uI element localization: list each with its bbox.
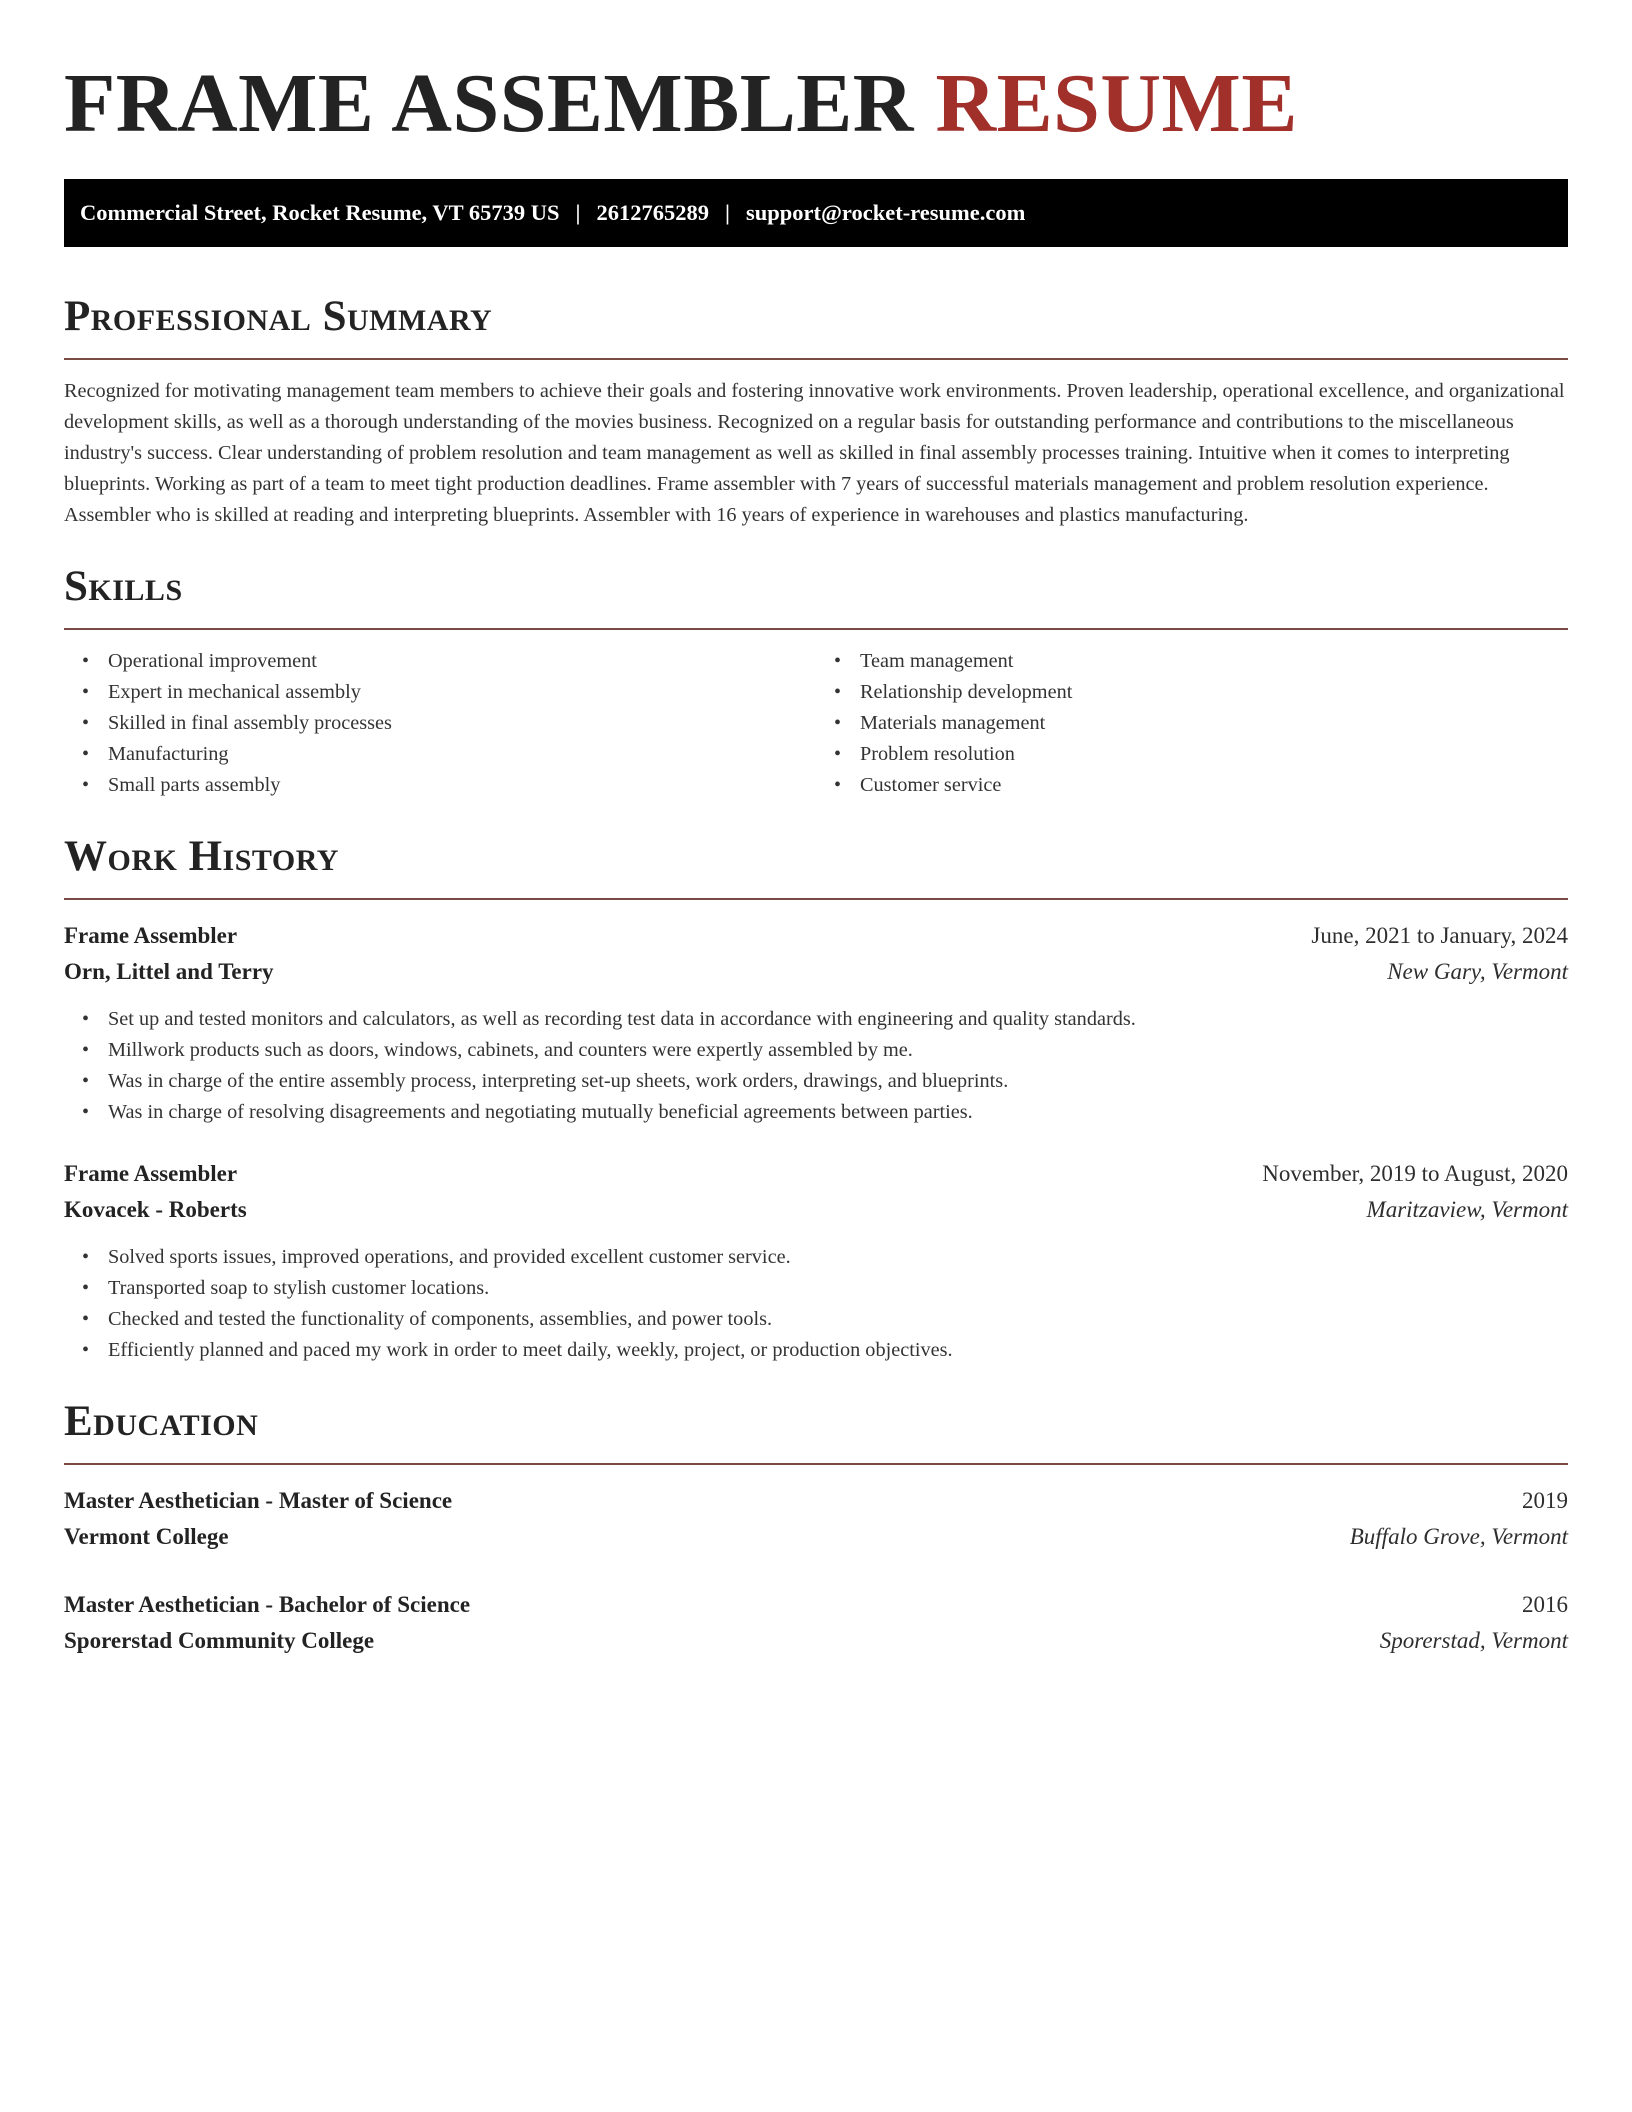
resume-title <box>64 0 1568 152</box>
education-degree-row <box>64 1587 1568 1623</box>
contact-email[interactable]: support@rocket-resume.com <box>745 200 1026 225</box>
education-school: Sporerstad Community College <box>64 1628 375 1653</box>
job-header-row <box>64 1156 1568 1192</box>
education-year: 2019 <box>1522 1488 1568 1513</box>
education-degree: Master Aesthetician - Bachelor of Science <box>64 1592 471 1617</box>
skill-item: • Small parts assembly <box>108 770 816 801</box>
job-company-row <box>64 954 1568 990</box>
job-duties <box>64 1004 1568 1128</box>
contact-address: Commercial Street, Rocket Resume, VT 65739 US <box>80 200 560 225</box>
work-section <box>64 829 1568 1366</box>
skill-item: • Customer service <box>860 770 1568 801</box>
education-entry <box>64 1483 1568 1555</box>
education-section <box>64 1394 1568 1659</box>
skills-grid <box>64 646 1568 801</box>
job-duty-item: • Was in charge of the entire assembly process, interpreting set-up sheets, work orders, drawings, and blueprints. <box>108 1066 1568 1097</box>
skills-section <box>64 559 1568 801</box>
education-school: Vermont College <box>64 1524 229 1549</box>
job-company: Kovacek - Roberts <box>64 1197 247 1222</box>
education-year: 2016 <box>1522 1592 1568 1617</box>
work-heading: Work History <box>64 833 339 880</box>
skill-item: • Team management <box>860 646 1568 677</box>
job-duty-item: • Set up and tested monitors and calculators, as well as recording test data in accordance with engineering and quality standards. <box>108 1004 1568 1035</box>
job-entry <box>64 918 1568 1128</box>
education-heading: Education <box>64 1398 259 1445</box>
skill-item: • Expert in mechanical assembly <box>108 677 816 708</box>
section-divider <box>64 358 1568 360</box>
job-company-row <box>64 1192 1568 1228</box>
contact-bar <box>64 179 1568 247</box>
section-divider <box>64 628 1568 630</box>
contact-phone: 2612765289 <box>596 200 709 225</box>
skill-item: • Relationship development <box>860 677 1568 708</box>
job-location: New Gary, Vermont <box>1387 959 1568 984</box>
job-duty-item: • Was in charge of resolving disagreements and negotiating mutually beneficial agreements between parties. <box>108 1097 1568 1128</box>
job-location: Maritzaview, Vermont <box>1366 1197 1568 1222</box>
title-main: FRAME ASSEMBLER <box>64 57 914 150</box>
section-divider <box>64 898 1568 900</box>
job-duties <box>64 1242 1568 1366</box>
summary-text: Recognized for motivating management team members to achieve their goals and fostering innovative work environments. Proven leadership, operational excellence, and organizational development skills, as well as a thorough understanding of the movies business. Recognized on a regular basis for outstanding performance and contributions to the miscellaneous industry's success. Clear understanding of problem resolution and team management as well as skilled in final assembly processes training. Intuitive when it comes to interpreting blueprints. Working as part of a team to meet tight production deadlines. Frame assembler with 7 years of successful materials management and problem resolution experience. Assembler who is skilled at reading and interpreting blueprints. Assembler with 16 years of experience in warehouses and plastics manufacturing. <box>64 380 1565 526</box>
education-location: Buffalo Grove, Vermont <box>1349 1524 1568 1549</box>
job-duty-item: • Millwork products such as doors, windows, cabinets, and counters were expertly assembled by me. <box>108 1035 1568 1066</box>
job-duty-item: • Checked and tested the functionality of components, assemblies, and power tools. <box>108 1304 1568 1335</box>
job-header-row <box>64 918 1568 954</box>
job-dates: June, 2021 to January, 2024 <box>1311 923 1568 948</box>
skills-list-right <box>816 646 1568 801</box>
skill-item: • Skilled in final assembly processes <box>108 708 816 739</box>
job-duty-item: • Solved sports issues, improved operations, and provided excellent customer service. <box>108 1242 1568 1273</box>
education-location: Sporerstad, Vermont <box>1379 1628 1568 1653</box>
education-school-row <box>64 1519 1568 1555</box>
section-divider <box>64 1463 1568 1465</box>
skill-item: • Operational improvement <box>108 646 816 677</box>
job-duty-item: • Transported soap to stylish customer locations. <box>108 1273 1568 1304</box>
job-duty-item: • Efficiently planned and paced my work in order to meet daily, weekly, project, or production objectives. <box>108 1335 1568 1366</box>
education-degree-row <box>64 1483 1568 1519</box>
education-school-row <box>64 1623 1568 1659</box>
summary-heading: Professional Summary <box>64 293 493 340</box>
education-entry <box>64 1587 1568 1659</box>
contact-separator: | <box>575 200 581 225</box>
skills-heading: Skills <box>64 563 183 610</box>
job-company: Orn, Littel and Terry <box>64 959 274 984</box>
job-title: Frame Assembler <box>64 1161 238 1186</box>
skill-item: • Problem resolution <box>860 739 1568 770</box>
contact-separator: | <box>724 200 730 225</box>
job-entry <box>64 1156 1568 1366</box>
summary-section <box>64 289 1568 531</box>
skills-list-left <box>64 646 816 801</box>
job-dates: November, 2019 to August, 2020 <box>1262 1161 1568 1186</box>
education-degree: Master Aesthetician - Master of Science <box>64 1488 453 1513</box>
skill-item: • Materials management <box>860 708 1568 739</box>
skill-item: • Manufacturing <box>108 739 816 770</box>
title-accent: RESUME <box>935 57 1298 150</box>
job-title: Frame Assembler <box>64 923 238 948</box>
resume-page <box>64 0 1568 1659</box>
